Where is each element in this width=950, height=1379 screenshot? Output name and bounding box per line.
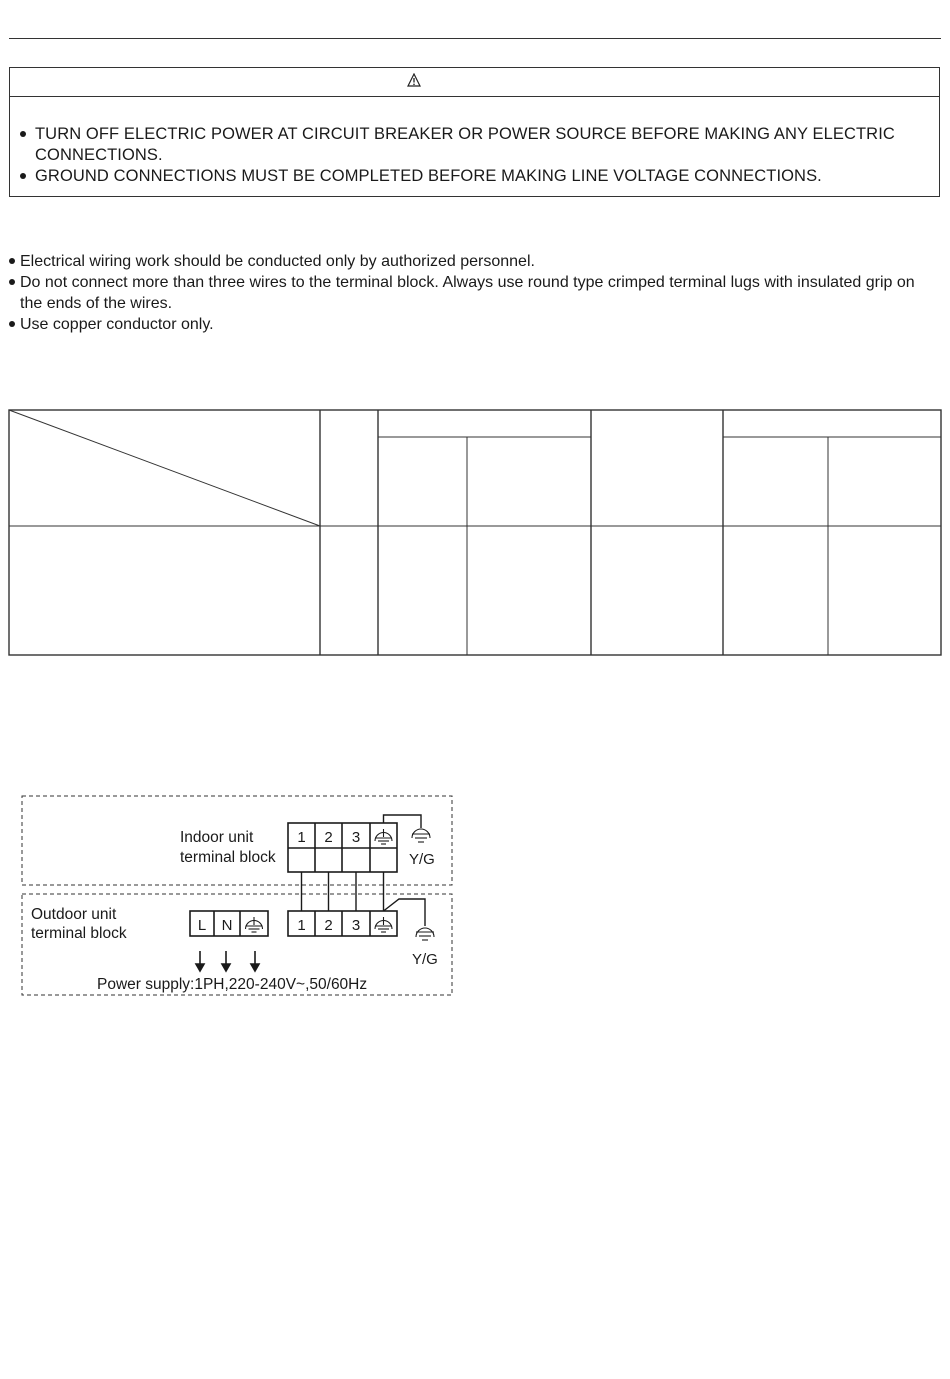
table-diagonal [9, 410, 320, 526]
bullet-icon [20, 131, 26, 137]
indoor-terminal-3: 3 [351, 829, 361, 846]
arrow-down-icon [222, 964, 230, 971]
outdoor-label-line1: Outdoor unit [31, 906, 117, 923]
wiring-diagram [0, 780, 470, 1010]
warning-item: GROUND CONNECTIONS MUST BE COMPLETED BEFORE MAKING LINE VOLTAGE CONNECTIONS. [10, 166, 939, 187]
outdoor-label-line2: terminal block [31, 925, 127, 942]
notes-list [9, 251, 939, 335]
power-terminal-n: N [221, 917, 233, 934]
indoor-label-line1: Indoor unit [180, 829, 254, 846]
arrow-down-icon [196, 964, 204, 971]
bullet-icon [9, 279, 15, 285]
wiring-table [0, 400, 950, 670]
bullet-icon [20, 173, 26, 179]
ground-symbol-icon [412, 829, 430, 842]
outdoor-terminal-2: 2 [324, 917, 333, 934]
ground-terminal-icon [375, 917, 392, 932]
warning-header [10, 68, 939, 97]
note-item: Electrical wiring work should be conducted only by authorized personnel. [9, 251, 939, 272]
table-outline [9, 410, 941, 655]
ground-label-indoor: Y/G [409, 851, 435, 868]
top-rule [9, 38, 941, 39]
indoor-label-line2: terminal block [180, 849, 276, 866]
power-terminal-l: L [197, 917, 207, 934]
outdoor-terminal-3: 3 [351, 917, 361, 934]
ground-label-outdoor: Y/G [412, 951, 438, 968]
warning-box [9, 67, 940, 197]
bullet-icon [9, 321, 15, 327]
indoor-terminal-1: 1 [297, 829, 306, 846]
note-item: Do not connect more than three wires to the terminal block. Always use round type crimped terminal lugs with insulated grip on the ends of the wires. [9, 272, 939, 314]
power-supply-label: Power supply:1PH,220-240V~,50/60Hz [97, 976, 368, 993]
ground-terminal-icon [375, 829, 392, 844]
warning-item: TURN OFF ELECTRIC POWER AT CIRCUIT BREAKER OR POWER SOURCE BEFORE MAKING ANY ELECTRIC CONNECTIONS. [10, 124, 939, 166]
indoor-terminal-2: 2 [324, 829, 333, 846]
ground-terminal-icon [246, 917, 263, 932]
outdoor-terminal-1: 1 [297, 917, 306, 934]
bullet-icon [9, 258, 15, 264]
warning-triangle-icon [407, 73, 421, 87]
note-item: Use copper conductor only. [9, 314, 939, 335]
arrow-down-icon [251, 964, 259, 971]
ground-symbol-icon [416, 928, 434, 940]
warning-list [10, 124, 939, 187]
